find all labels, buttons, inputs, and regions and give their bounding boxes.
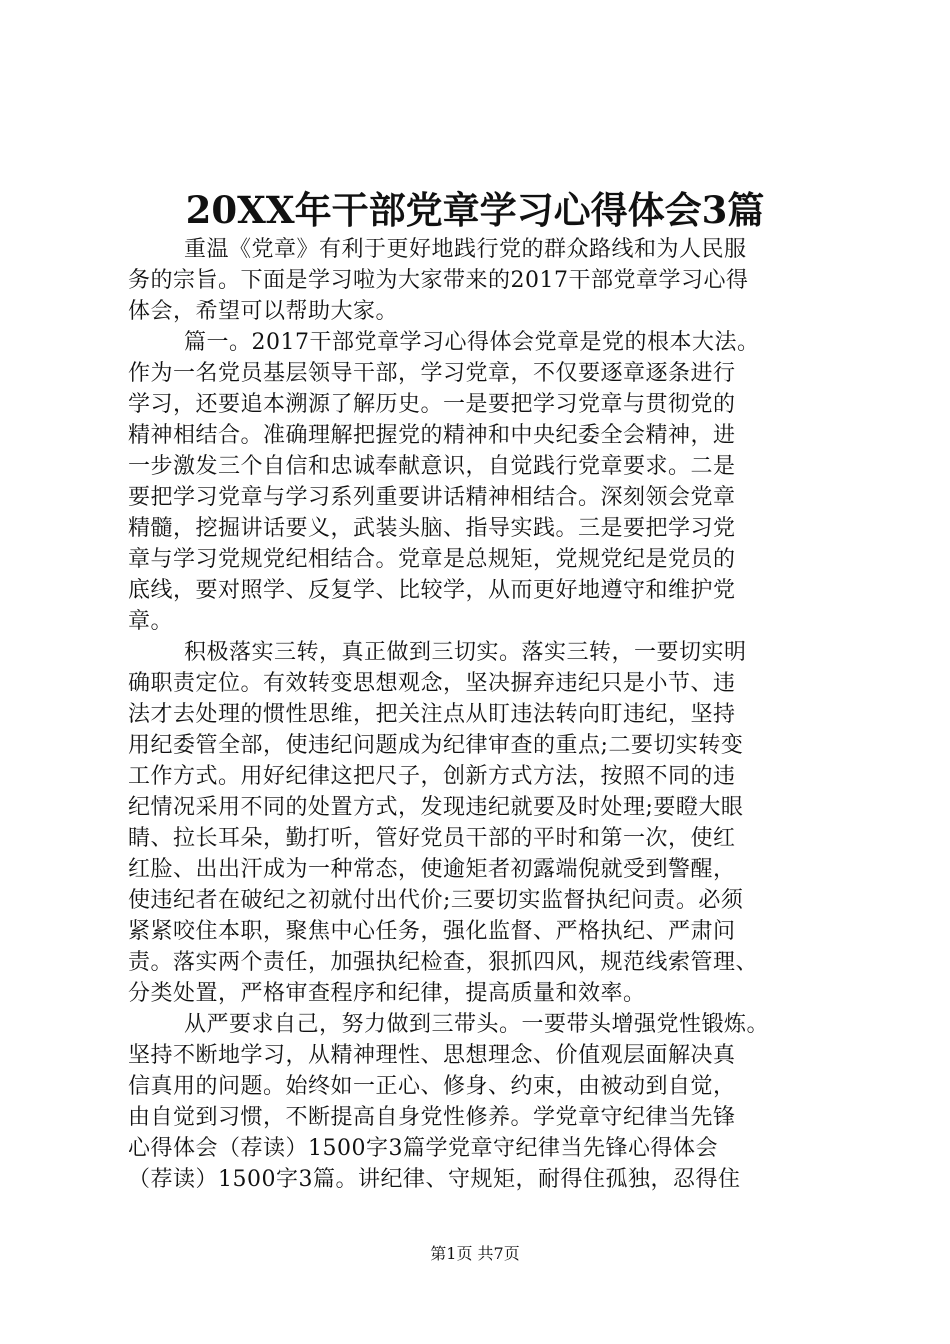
text-line: 法才去处理的惯性思维，把关注点从盯违法转向盯违纪，坚持 bbox=[128, 702, 736, 727]
text-line: 精神相结合。准确理解把握党的精神和中央纪委全会精神，进 bbox=[128, 423, 736, 448]
page-number-footer: 第1页 共7页 bbox=[430, 1244, 520, 1263]
text-line: 睛、拉长耳朵，勤打听，管好党员干部的平时和第一次，使红 bbox=[128, 826, 736, 851]
text-line: 积极落实三转，真正做到三切实。落实三转，一要切实明 bbox=[184, 640, 747, 665]
text-line: 心得体会（荐读）1500字3篇学党章守纪律当先锋心得体会 bbox=[128, 1136, 718, 1161]
text-line: 重温《党章》有利于更好地践行党的群众路线和为人民服 bbox=[184, 237, 747, 262]
document-body bbox=[128, 234, 858, 1195]
text-line: 由自觉到习惯，不断提高自身党性修养。学党章守纪律当先锋 bbox=[128, 1105, 736, 1130]
text-line: 红脸、出出汗成为一种常态，使逾矩者初露端倪就受到警醒， bbox=[128, 857, 736, 882]
text-line: 工作方式。用好纪律这把尺子，创新方式方法，按照不同的违 bbox=[128, 764, 736, 789]
text-line: 坚持不断地学习，从精神理性、思想理念、价值观层面解决真 bbox=[128, 1043, 736, 1068]
text-line: 确职责定位。有效转变思想观念，坚决摒弃违纪只是小节、违 bbox=[128, 671, 736, 696]
text-line: （荐读）1500字3篇。讲纪律、守规矩，耐得住孤独，忍得住 bbox=[128, 1167, 741, 1192]
text-line: 务的宗旨。下面是学习啦为大家带来的2017干部党章学习心得 bbox=[128, 268, 749, 293]
text-line: 信真用的问题。始终如一正心、修身、约束，由被动到自觉， bbox=[128, 1074, 736, 1099]
text-line: 紧紧咬住本职，聚焦中心任务，强化监督、严格执纪、严肃问 bbox=[128, 919, 736, 944]
text-line: 学习，还要追本溯源了解历史。一是要把学习党章与贯彻党的 bbox=[128, 392, 736, 417]
text-line: 底线，要对照学、反复学、比较学，从而更好地遵守和维护党 bbox=[128, 578, 736, 603]
text-line: 纪情况采用不同的处置方式，发现违纪就要及时处理;要瞪大眼 bbox=[128, 795, 744, 820]
text-line: 一步激发三个自信和忠诚奉献意识，自觉践行党章要求。二是 bbox=[128, 454, 736, 479]
text-line: 篇一。2017干部党章学习心得体会党章是党的根本大法。 bbox=[184, 330, 760, 355]
text-line: 责。落实两个责任，加强执纪检查，狠抓四风，规范线索管理、 bbox=[128, 950, 759, 975]
text-line: 使违纪者在破纪之初就付出代价;三要切实监督执纪问责。必须 bbox=[128, 888, 744, 913]
text-line: 章与学习党规党纪相结合。党章是总规矩，党规党纪是党员的 bbox=[128, 547, 736, 572]
document-title: 20XX年干部党章学习心得体会3篇 bbox=[185, 188, 765, 232]
text-line: 作为一名党员基层领导干部，学习党章，不仅要逐章逐条进行 bbox=[128, 361, 736, 386]
text-line: 要把学习党章与学习系列重要讲话精神相结合。深刻领会党章 bbox=[128, 485, 736, 510]
text-line: 精髓，挖掘讲话要义，武装头脑、指导实践。三是要把学习党 bbox=[128, 516, 736, 541]
text-line: 从严要求自己，努力做到三带头。一要带头增强党性锻炼。 bbox=[184, 1012, 770, 1037]
text-line: 体会，希望可以帮助大家。 bbox=[128, 299, 399, 324]
text-line: 章。 bbox=[128, 609, 174, 634]
text-line: 分类处置，严格审查程序和纪律，提高质量和效率。 bbox=[128, 981, 646, 1006]
text-line: 用纪委管全部，使违纪问题成为纪律审查的重点;二要切实转变 bbox=[128, 733, 744, 758]
